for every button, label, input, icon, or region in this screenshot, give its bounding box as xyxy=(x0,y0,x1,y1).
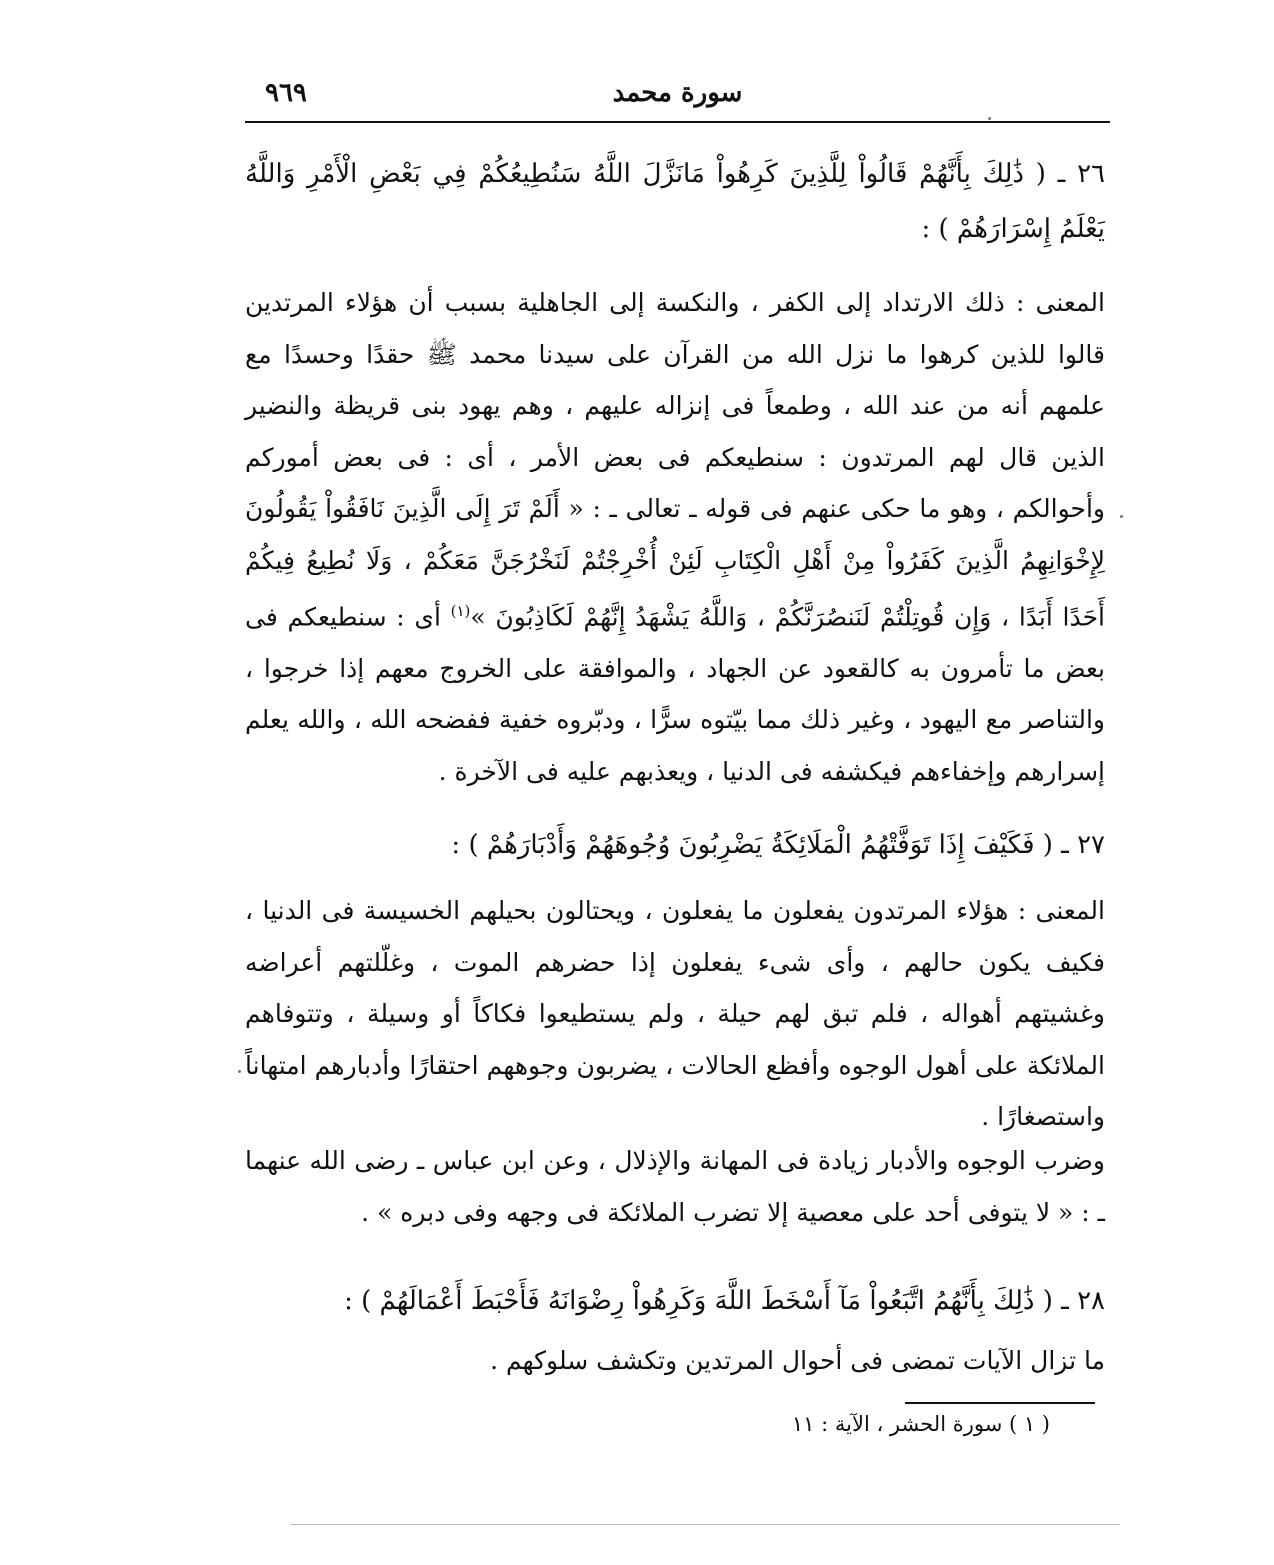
header-rule xyxy=(245,121,1110,123)
verse-27 xyxy=(245,818,1105,873)
verse-27-text: ٢٧ ـ ( فَكَيْفَ إِذَا تَوَفَّتْهُمُ الْمَلَائِكَةُ يَضْرِبُونَ وُجُوهَهُمْ وَأَدْبَارَهُمْ ) : xyxy=(451,830,1105,860)
verse-28-text: ٢٨ ـ ( ذَٰلِكَ بِأَنَّهُمُ اتَّبَعُواْ مَآ أَسْخَطَ اللَّهَ وَكَرِهُواْ رِضْوَانَهُ فَأَحْبَطَ أَعْمَالَهُمْ ) : xyxy=(344,1286,1105,1316)
verse-26-text: ٢٦ ـ ( ذَٰلِكَ بِأَنَّهُمْ قَالُواْ لِلَّذِينَ كَرِهُواْ مَانَزَّلَ اللَّهُ سَنُطِيعُكُمْ فِي بَعْضِ الْأَمْرِ وَاللَّهُ يَعْلَمُ إِسْرَارَهُمْ ) : xyxy=(245,159,1105,244)
commentary-27-hadith-text: وضرب الوجوه والأدبار زيادة فى المهانة والإذلال ، وعن ابن عباس ـ رضى الله عنهما ـ : « لا يتوفى أحد على معصية إلا تضرب الملائكة فى وجهه وفى دبره » . xyxy=(245,1146,1105,1227)
footnote-rule xyxy=(905,1402,1095,1404)
verse-28 xyxy=(245,1274,1105,1329)
commentary-27-text: المعنى : هؤلاء المرتدون يفعلون ما يفعلون ، ويحتالون بحيلهم الخسيسة فى الدنيا ، فكيف يكون حالهم ، وأى شىء يفعلون إذا حضرهم الموت ، وغلّلتهم أعراضه وغشيتهم أهواله ، فلم تبق لهم حيلة ، ولم يستطيعوا فكاكاً أو وسيلة ، وتتوفاهم الملائكة على أهول الوجوه وأفظع الحالات ، يضربون وجوههم احتقارًا وأدبارهم امتهاناً واستصغارًا . xyxy=(245,896,1105,1131)
commentary-27 xyxy=(245,885,1105,1143)
scan-speck xyxy=(988,117,991,120)
page-title: سورة محمد xyxy=(612,78,743,108)
page-number: ٩٦٩ xyxy=(265,78,307,108)
verse-26 xyxy=(245,147,1105,257)
commentary-26-text: المعنى : ذلك الارتداد إلى الكفر ، والنكسة إلى الجاهلية بسبب أن هؤلاء المرتدين قالوا للذين كرهوا ما نزل الله من القرآن على سيدنا محمد ﷺ حقدًا وحسدًا مع علمهم أنه من عند الله ، وطمعاً فى إنزاله عليهم ، وهم يهود بنى قريظة والنضير الذين قال لهم المرتدون : سنطيعكم فى بعض الأمر ، أى : فى بعض أموركم وأحوالكم ، وهو ما حكى عنهم فى قوله ـ تعالى ـ : « أَلَمْ تَرَ إِلَى الَّذِينَ نَافَقُواْ يَقُولُونَ لِإِخْوَانِهِمُ الَّذِينَ كَفَرُواْ مِنْ أَهْلِ الْكِتَابِ لَئِنْ أُخْرِجْتُمْ لَنَخْرُجَنَّ مَعَكُمْ ، وَلَا نُطِيعُ فِيكُمْ أَحَدًا أَبَدًا ، وَإِن قُوتِلْتُمْ لَنَنصُرَنَّكُمْ ، وَاللَّهُ يَشْهَدُ إِنَّهُمْ لَكَاذِبُونَ » xyxy=(245,288,1105,632)
scan-speck xyxy=(238,1070,241,1073)
footnote-marker: (١) xyxy=(450,602,471,620)
commentary-26 xyxy=(245,277,1105,797)
scan-edge-line xyxy=(290,1524,1120,1525)
commentary-26-continuation: أى : سنطيعكم فى بعض ما تأمرون به كالقعود عن الجهاد ، والموافقة على الخروج معهم إذا خرجوا ، والتناصر مع اليهود ، وغير ذلك مما بيّتوه سرًّا ، ودبّروه خفية ففضحه الله ، والله يعلم إسرارهم وإخفاءهم فيكشفه فى الدنيا ، ويعذبهم عليه فى الآخرة . xyxy=(245,602,1105,786)
footnote: ( ١ ) سورة الحشر ، الآية : ١١ xyxy=(791,1412,1050,1436)
running-head xyxy=(245,78,1110,118)
commentary-27-hadith xyxy=(245,1135,1105,1238)
scan-speck xyxy=(1120,515,1123,518)
commentary-28-text: ما تزال الآيات تمضى فى أحوال المرتدين وتكشف سلوكهم . xyxy=(490,1346,1105,1375)
commentary-28 xyxy=(245,1335,1105,1387)
